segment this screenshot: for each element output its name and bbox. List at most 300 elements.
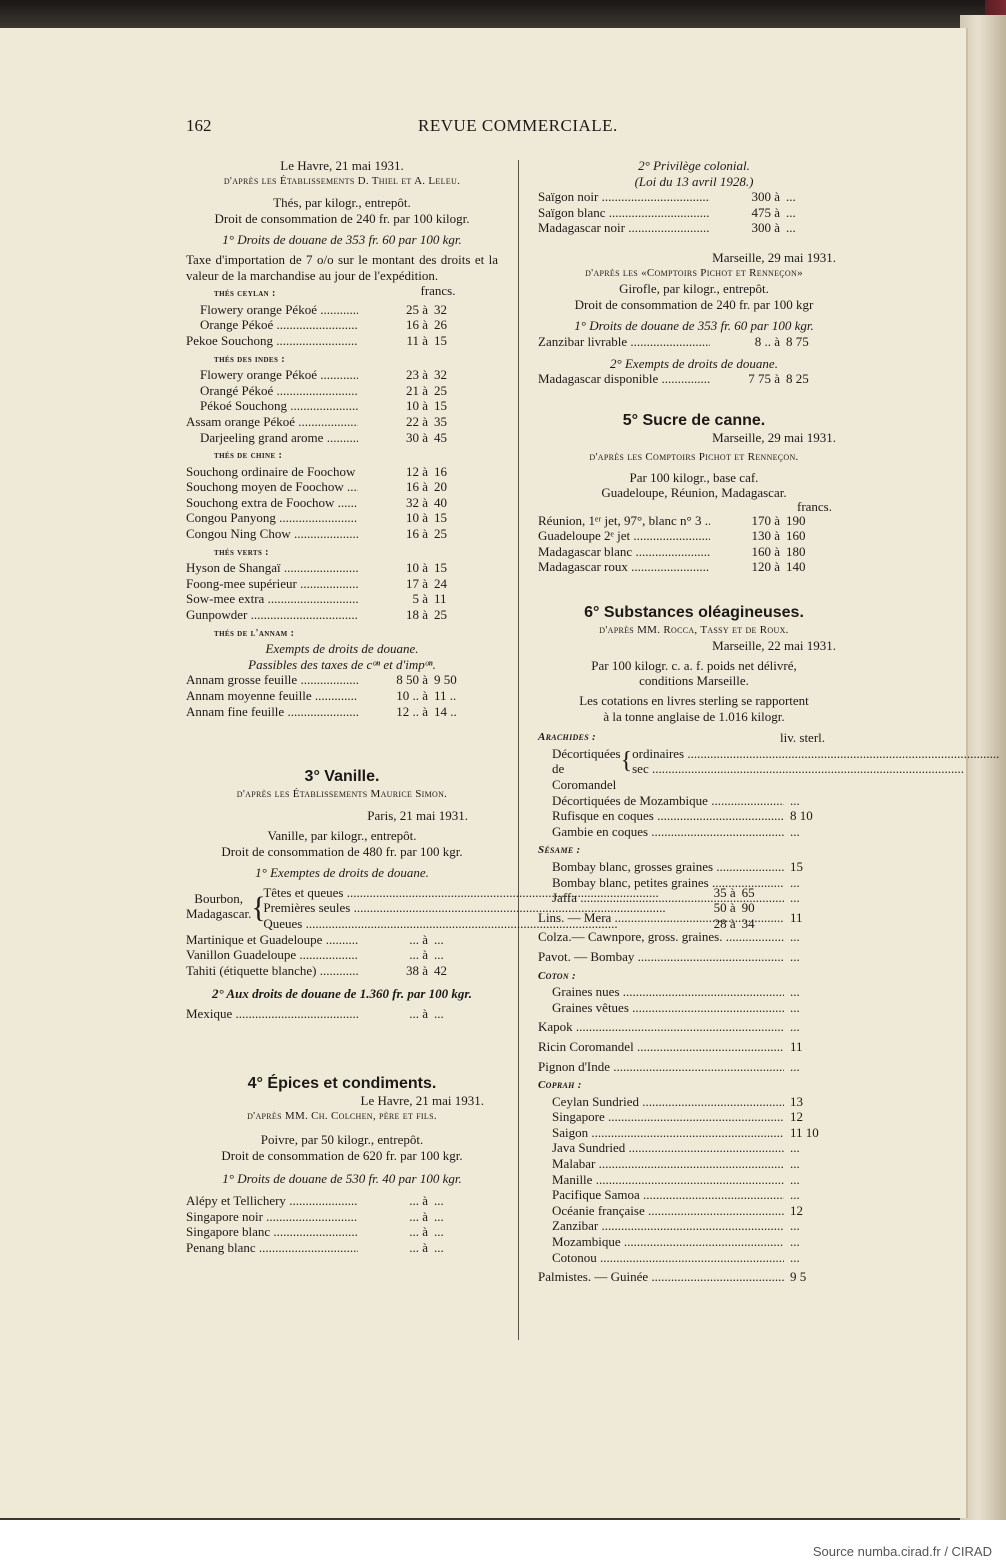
item-value: 8 10 — [790, 808, 813, 824]
item-name: Foong-mee supérieur ..... — [186, 576, 358, 592]
gir-droit: Droit de consommation de 240 fr. par 100 kgr — [574, 296, 814, 312]
item-name: Réunion, 1ᵉʳ jet, 97°, blanc n° 3 ..... — [538, 513, 710, 529]
item-low: 23 à — [405, 367, 428, 383]
list-priv — [538, 189, 850, 236]
list-item — [186, 302, 498, 318]
list-gir1 — [538, 334, 850, 350]
item-name: Ricin Coromandel ..... — [538, 1039, 784, 1055]
right-column — [538, 158, 850, 1285]
list-item — [538, 205, 850, 221]
item-name: Rufisque en coques ..... — [538, 808, 784, 824]
item-name: Bombay blanc, grosses graines ..... — [538, 859, 784, 875]
category-chine: thés de chine : — [214, 450, 283, 462]
list-item — [186, 367, 498, 383]
list-item — [186, 932, 498, 948]
section-oleagineuses-title: 6° Substances oléagineuses. — [584, 604, 804, 622]
item-low: 170 à — [751, 512, 780, 528]
item-high: ... — [434, 1224, 444, 1240]
list-item — [186, 495, 498, 511]
item-low: ... à — [409, 1224, 428, 1240]
item-name: Manille ..... — [538, 1172, 784, 1188]
item-high: ... — [434, 1005, 444, 1021]
item-low: ... à — [409, 947, 428, 963]
item-low: 130 à — [751, 528, 780, 544]
item-low: 12 .. à — [396, 703, 428, 719]
list-item — [186, 947, 498, 963]
item-high: 8 75 — [786, 333, 809, 349]
category-ceylan: thés ceylan : — [214, 288, 276, 300]
ol-source: d'après MM. Rocca, Tassy et de Roux. — [599, 623, 789, 636]
item-high: ... — [434, 931, 444, 947]
section-epices-title: 4° Épices et condiments. — [247, 1074, 437, 1092]
item-value: ... — [790, 890, 800, 906]
item-high: 24 — [434, 575, 447, 591]
bourbon-label-1: Bourbon, — [194, 890, 244, 906]
list-item — [538, 1250, 850, 1266]
item-name: Darjeeling grand arome ..... — [186, 430, 358, 446]
list-gir2 — [538, 371, 850, 387]
item-value: ... — [790, 1187, 800, 1203]
page-number: 162 — [186, 116, 212, 135]
item-low: 10 à — [405, 510, 428, 526]
list-pignon — [538, 1059, 850, 1075]
item-high: 25 — [434, 382, 447, 398]
item-name: Flowery orange Pékoé ..... — [186, 302, 358, 318]
item-high: 9 50 — [434, 672, 457, 688]
list-sesame — [538, 859, 850, 906]
item-high: 35 — [434, 413, 447, 429]
item-name: Java Sundried ..... — [538, 1140, 784, 1156]
item-value — [999, 761, 1006, 777]
item-name: Saïgon noir ..... — [538, 189, 710, 205]
item-name: Singapore blanc ..... — [186, 1224, 358, 1240]
list-item — [538, 220, 850, 236]
decort-group — [538, 746, 850, 793]
item-high: 90 — [741, 900, 755, 916]
the-taxe: Taxe d'importation de 7 o/o sur le montant des droits et la valeur de la marchandise au jour de l'expédition. — [186, 251, 498, 283]
item-low: ... à — [409, 1193, 428, 1209]
list-item — [186, 672, 498, 688]
ol-unit1: Par 100 kilogr. c. a. f. poids net délivré, — [591, 657, 797, 673]
item-name: sec ..... — [632, 761, 999, 777]
item-name: Martinique et Guadeloupe ..... — [186, 932, 358, 948]
item-value: ... — [790, 1058, 800, 1074]
item-name: Pacifique Samoa ..... — [538, 1187, 784, 1203]
gir-exempt: 2° Exempts de droits de douane. — [610, 355, 778, 371]
list-item — [538, 859, 850, 875]
item-name: Graines nues ..... — [538, 984, 784, 1000]
item-name: Madagascar blanc ..... — [538, 544, 710, 560]
item-low: 5 à — [412, 591, 428, 607]
list-item — [538, 1109, 850, 1125]
epices-droit: Droit de consommation de 620 fr. par 100 kgr. — [221, 1147, 463, 1163]
item-name: Assam orange Pékoé ..... — [186, 414, 358, 430]
item-high: ... — [434, 1208, 444, 1224]
item-high: 42 — [434, 962, 447, 978]
vanille-unit: Vanille, par kilogr., entrepôt. — [267, 827, 417, 843]
item-high: 45 — [434, 429, 447, 445]
item-high: 11 — [434, 591, 447, 607]
list-item — [186, 607, 498, 623]
vanille-douane2: 2° Aux droits de douane de 1.360 fr. par 100 kgr. — [211, 986, 473, 1002]
list-item — [186, 1224, 498, 1240]
sucre-unit: Par 100 kilogr., base caf. — [629, 469, 759, 485]
list-item — [538, 1059, 850, 1075]
item-low: 35 à — [713, 884, 736, 900]
list-item — [538, 1234, 850, 1250]
item-low: ... à — [409, 1239, 428, 1255]
list-item — [186, 576, 498, 592]
item-low: 300 à — [751, 189, 780, 205]
item-low: 16 à — [405, 479, 428, 495]
list-item — [186, 963, 498, 979]
list-item — [538, 1094, 850, 1110]
item-low: 17 à — [405, 575, 428, 591]
item-value: ... — [790, 1140, 800, 1156]
vanille-source: d'après les Établissements Maurice Simon. — [236, 787, 448, 800]
item-name: Vanillon Guadeloupe ..... — [186, 947, 358, 963]
list-item — [186, 688, 498, 704]
item-name: Singapore noir ..... — [186, 1209, 358, 1225]
item-low: 7 75 à — [748, 371, 780, 387]
item-name: Congou Panyong ..... — [186, 510, 358, 526]
list-item — [538, 1203, 850, 1219]
gir-douane: 1° Droits de douane de 353 fr. 60 par 100 kgr. — [574, 318, 814, 334]
item-high: 65 — [741, 884, 755, 900]
item-name: ordinaires ..... — [632, 746, 999, 762]
item-value: ... — [790, 823, 800, 839]
item-name: Singapore ..... — [538, 1109, 784, 1125]
gir-source: d'après les «Comptoirs Pichot et Renneçon» — [585, 266, 803, 279]
section-sucre-title: 5° Sucre de canne. — [622, 411, 766, 429]
item-name: Jaffa ..... — [538, 890, 784, 906]
list-item — [538, 513, 850, 529]
epices-place: Le Havre, 21 mai 1931. — [360, 1093, 484, 1109]
item-name: Mexique ..... — [186, 1006, 358, 1022]
list-item — [538, 559, 850, 575]
item-value — [999, 746, 1006, 762]
item-name: Hyson de Shangaï ..... — [186, 560, 358, 576]
list-item — [538, 1039, 850, 1055]
list-item — [186, 479, 498, 495]
item-low: 38 à — [405, 962, 428, 978]
category-sesame: Sésame : — [538, 844, 581, 857]
item-high: ... — [434, 1239, 444, 1255]
list-item — [632, 746, 1006, 762]
item-name: Palmistes. — Guinée ..... — [538, 1269, 784, 1285]
item-name: Annam grosse feuille ..... — [186, 672, 358, 688]
category-verts: thés verts : — [214, 546, 269, 558]
category-indes: thés des indes : — [214, 353, 285, 365]
brace-glyph-2: { — [620, 747, 633, 774]
section-vanille-title: 3° Vanille. — [304, 768, 380, 786]
epices-unit: Poivre, par 50 kilogr., entrepôt. — [260, 1132, 424, 1148]
sucre-place: Marseille, 29 mai 1931. — [712, 430, 836, 446]
list-item — [186, 414, 498, 430]
item-name: Gambie en coques ..... — [538, 824, 784, 840]
decort-label-2: de Coromandel — [552, 761, 617, 792]
item-low: 18 à — [405, 607, 428, 623]
list-item — [538, 949, 850, 965]
item-value: 12 — [790, 1109, 803, 1125]
sucre-origin: Guadeloupe, Réunion, Madagascar. — [601, 485, 787, 501]
item-low: 16 à — [405, 317, 428, 333]
item-high: 20 — [434, 479, 447, 495]
item-name: Pignon d'Inde ..... — [538, 1059, 784, 1075]
list-ricin — [538, 1039, 850, 1055]
decort-label — [538, 746, 621, 793]
decort-label-1: Décortiquées — [552, 745, 621, 761]
item-low: ... à — [409, 931, 428, 947]
list-item — [538, 1218, 850, 1234]
vanille-droit: Droit de consommation de 480 fr. par 100 kgr. — [221, 843, 463, 859]
item-value: ... — [790, 1234, 800, 1250]
item-name: Bombay blanc, petites graines ..... — [538, 875, 784, 891]
list-item — [538, 875, 850, 891]
item-name: Queues ..... — [263, 916, 665, 932]
item-name: Pavot. — Bombay ..... — [538, 949, 784, 965]
item-low: 10 .. à — [396, 688, 428, 703]
item-low: 28 à — [713, 915, 736, 931]
list-item — [538, 334, 850, 350]
item-name: Penang blanc ..... — [186, 1240, 358, 1256]
item-high: 16 — [434, 463, 447, 479]
item-name: Annam fine feuille ..... — [186, 704, 358, 720]
item-name: Saigon ..... — [538, 1125, 784, 1141]
item-name: Guadeloupe 2ᵉ jet ..... — [538, 528, 710, 544]
item-name: Madagascar disponible ..... — [538, 371, 710, 387]
item-low: 475 à — [751, 204, 780, 220]
item-low: 12 à — [405, 463, 428, 479]
item-high: 15 — [434, 510, 447, 526]
column-divider — [518, 160, 519, 1340]
item-low: ... à — [409, 1005, 428, 1021]
list-item — [632, 761, 1006, 777]
item-name: Cotonou ..... — [538, 1250, 784, 1266]
item-value: 11 — [790, 1038, 803, 1054]
item-name: Malabar ..... — [538, 1156, 784, 1172]
list-annam — [186, 672, 498, 719]
item-high: 26 — [434, 317, 447, 333]
item-high: 15 — [434, 398, 447, 414]
annam-exempt: Exempts de droits de douane. — [265, 641, 419, 657]
list-item — [186, 526, 498, 542]
list-item — [186, 1006, 498, 1022]
item-high: 140 — [786, 559, 806, 575]
item-name: Colza.— Cawnpore, gross. graines. ..... — [538, 929, 784, 945]
list-epices — [186, 1193, 498, 1255]
item-name: Premières seules ..... — [263, 900, 665, 916]
item-name: Saïgon blanc ..... — [538, 205, 710, 221]
list-palm — [538, 1269, 850, 1285]
item-value: ... — [790, 948, 800, 964]
item-low: 10 à — [405, 398, 428, 414]
list-mexique — [186, 1006, 498, 1022]
item-name: Orangé Pékoé ..... — [186, 383, 358, 399]
item-name: Tahiti (étiquette blanche) ..... — [186, 963, 358, 979]
epices-source: d'après MM. Ch. Colchen, père et fils. — [247, 1109, 437, 1122]
list-item — [186, 560, 498, 576]
list-item — [186, 1193, 498, 1209]
item-high: 8 25 — [786, 371, 809, 387]
category-coprah: Coprah : — [538, 1079, 582, 1092]
list-item — [538, 1000, 850, 1016]
list-item — [186, 591, 498, 607]
list-item — [538, 1125, 850, 1141]
list-item — [538, 824, 850, 840]
list-item — [186, 464, 498, 480]
unit-liv-sterl: liv. sterl. — [780, 730, 826, 746]
list-colza — [538, 929, 850, 945]
source-credit: Source numba.cirad.fr / CIRAD — [812, 1544, 992, 1559]
item-high: 180 — [786, 543, 806, 559]
list-item — [538, 984, 850, 1000]
list-item — [538, 189, 850, 205]
item-name: Congou Ning Chow ..... — [186, 526, 358, 542]
item-high: 25 — [434, 526, 447, 542]
item-low: ... à — [409, 1208, 428, 1224]
item-value: ... — [790, 1156, 800, 1172]
list-item — [538, 1269, 850, 1285]
list-item — [186, 430, 498, 446]
item-name: Lins. — Mera ..... — [538, 910, 784, 926]
the-place: Le Havre, 21 mai 1931. — [280, 158, 404, 173]
list-item — [186, 704, 498, 720]
item-high: 34 — [741, 915, 755, 931]
list-lins — [538, 910, 850, 926]
item-name: Kapok ..... — [538, 1019, 784, 1035]
item-value: ... — [790, 1171, 800, 1187]
list-item — [186, 333, 498, 349]
the-douane: 1° Droits de douane de 353 fr. 60 par 100 kgr. — [222, 232, 462, 248]
list-item — [538, 808, 850, 824]
list-coton — [538, 984, 850, 1015]
list-ceylan — [186, 302, 498, 349]
the-source: d'après les Établissements D. Thiel et A. Leleu. — [223, 174, 461, 187]
item-value: 11 10 — [790, 1124, 819, 1140]
list-verts — [186, 560, 498, 622]
vanille-exempt: 1° Exemptes de droits de douane. — [255, 865, 429, 881]
ol-cot1: Les cotations en livres sterling se rapportent — [579, 693, 809, 709]
item-high: 11 .. — [434, 688, 457, 703]
item-low: 30 à — [405, 429, 428, 445]
item-low: 25 à — [405, 301, 428, 317]
sucre-source: d'après les Comptoirs Pichot et Renneçon. — [589, 450, 799, 463]
list-item — [186, 1240, 498, 1256]
list-item — [186, 398, 498, 414]
item-name: Mozambique ..... — [538, 1234, 784, 1250]
item-low: 120 à — [751, 559, 780, 575]
item-name: Madagascar noir ..... — [538, 220, 710, 236]
ol-unit2: conditions Marseille. — [639, 673, 749, 689]
priv-loi: (Loi du 13 avril 1928.) — [634, 173, 754, 189]
item-value: ... — [790, 1249, 800, 1265]
bourbon-label — [186, 885, 251, 932]
item-high: 32 — [434, 367, 447, 383]
list-item — [538, 1187, 850, 1203]
list-item — [186, 317, 498, 333]
list-item — [538, 929, 850, 945]
running-title: REVUE COMMERCIALE. — [418, 116, 618, 135]
gir-unit: Girofle, par kilogr., entrepôt. — [619, 281, 769, 297]
list-decort — [632, 746, 1006, 793]
list-item — [538, 1140, 850, 1156]
item-high: ... — [786, 204, 796, 220]
ol-cot2: à la tonne anglaise de 1.016 kilogr. — [603, 708, 785, 724]
item-name: Madagascar roux ..... — [538, 559, 710, 575]
item-name: Têtes et queues ..... — [263, 885, 665, 901]
ol-place: Marseille, 22 mai 1931. — [712, 638, 836, 654]
item-name: Souchong moyen de Foochow ..... — [186, 479, 358, 495]
item-high: ... — [434, 1193, 444, 1209]
item-high: 15 — [434, 332, 447, 348]
brace-glyph: { — [251, 890, 266, 924]
list-arachides — [538, 793, 850, 840]
list-item — [538, 371, 850, 387]
item-low: 160 à — [751, 543, 780, 559]
item-low: 8 50 à — [396, 672, 428, 688]
item-value: 15 — [790, 858, 803, 874]
item-value: 12 — [790, 1202, 803, 1218]
bourbon-label-2: Madagascar. — [186, 906, 252, 922]
list-item — [538, 1019, 850, 1035]
item-name: Zanzibar livrable ..... — [538, 334, 710, 350]
list-item — [186, 383, 498, 399]
item-name: Souchong extra de Foochow ..... — [186, 495, 358, 511]
vanille-place: Paris, 21 mai 1931. — [367, 808, 468, 824]
item-low: 32 à — [405, 494, 428, 510]
category-coton: Coton : — [538, 969, 576, 982]
item-high: 32 — [434, 301, 447, 317]
annam-taxes: Passibles des taxes de cᵒⁿ et d'impᵒⁿ. — [248, 656, 436, 672]
list-item — [538, 528, 850, 544]
item-high: 40 — [434, 494, 447, 510]
gir-place: Marseille, 29 mai 1931. — [712, 249, 836, 265]
item-value: ... — [790, 999, 800, 1015]
item-high: 190 — [786, 512, 806, 528]
item-low: 8 .. à — [754, 333, 780, 349]
item-name: Graines vêtues ..... — [538, 1000, 784, 1016]
item-value: ... — [790, 1218, 800, 1234]
item-name: Flowery orange Pékoé ..... — [186, 367, 358, 383]
item-high: ... — [786, 220, 796, 236]
sucre-francs: francs. — [796, 498, 832, 514]
item-low: 11 à — [406, 332, 428, 348]
item-name: Alépy et Tellichery ..... — [186, 1193, 358, 1209]
list-item — [538, 544, 850, 560]
item-value: ... — [790, 984, 800, 1000]
item-high: 160 — [786, 528, 806, 544]
list-item — [538, 1156, 850, 1172]
item-value: ... — [790, 929, 800, 945]
list-item — [538, 793, 850, 809]
item-high: 25 — [434, 607, 447, 623]
the-unit: Thés, par kilogr., entrepôt. — [273, 195, 411, 211]
item-value: ... — [790, 874, 800, 890]
list-kapok — [538, 1019, 850, 1035]
item-value: ... — [790, 792, 800, 808]
item-low: 300 à — [751, 220, 780, 236]
list-item — [538, 1172, 850, 1188]
item-high: 15 — [434, 560, 447, 576]
list-indes — [186, 367, 498, 445]
item-low: 50 à — [713, 900, 736, 916]
item-value: 9 5 — [790, 1269, 807, 1285]
item-low: 10 à — [405, 560, 428, 576]
list-chine — [186, 464, 498, 542]
item-name: Ceylan Sundried ..... — [538, 1094, 784, 1110]
list-item — [538, 910, 850, 926]
